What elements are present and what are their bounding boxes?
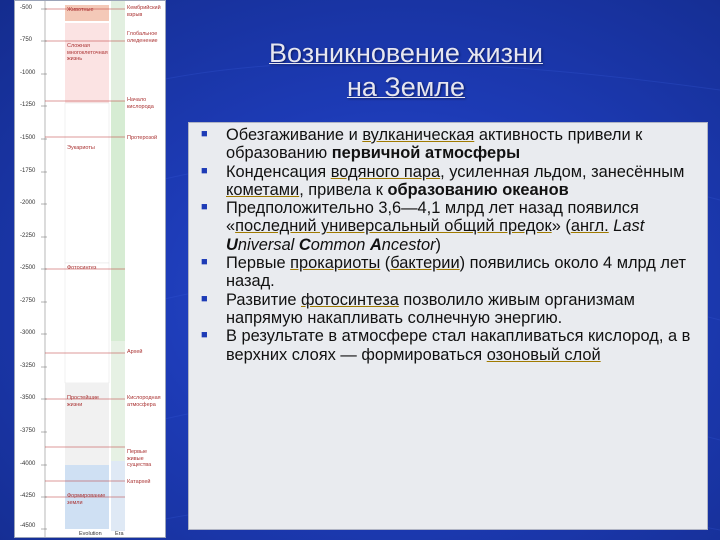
timeline-tick: -4000 [20,461,36,467]
link-luca[interactable]: последний универсальный общий предок [235,217,552,236]
timeline-tick: -4250 [20,493,36,499]
link-prokaryotes[interactable]: прокариоты [290,254,381,273]
timeline-label: Глобальное оледенение [127,31,158,44]
bullet-item: ■ В результате в атмосфере стал накапливаться кислород, а в верхних слоях — формироваться озоновый слой [201,327,691,364]
timeline-tick: -3000 [20,330,36,336]
timeline-tick: -1000 [20,70,36,76]
timeline-label: Архей [127,349,143,355]
slide-title-line: Возникновение жизни [269,38,543,68]
timeline-tick: -2000 [20,200,36,206]
timeline-label: Фотосинтез [67,265,97,271]
timeline-tick: -1500 [20,135,36,141]
bullet-item: ■ Предположительно 3,6—4,1 млрд лет назад появился «последний универсальный общий предок» (англ. Last Universal Common Ancestor) [201,199,645,254]
link-water-vapor[interactable]: водяного пара [330,162,441,181]
link-ozone-layer[interactable]: озоновый слой [486,345,601,364]
timeline-label: Простейшие жизни [67,395,99,408]
square-bullet-icon: ■ [201,201,208,214]
bullet-item: ■ Обезгаживание и вулканическая активность привели к образованию первичной атмосферы [201,126,643,163]
timeline-tick: -3750 [20,428,36,434]
timeline-label: Первые живые существа [127,449,152,468]
timeline-image [14,0,166,538]
timeline-tick: -3250 [20,363,36,369]
bullet-item: ■ Конденсация водяного пара, усиленная льдом, занесённым кометами, привела к образованию океанов [201,162,685,199]
timeline-tick: -4500 [20,523,36,529]
timeline-tick: -1250 [20,102,36,108]
timeline-label: Начало кислорода [127,97,154,110]
bullet-item: ■ Развитие фотосинтеза позволило живым организмам напрямую накапливать солнечную энергию. [201,290,635,327]
timeline-label: Животные [67,7,94,13]
timeline-tick: -3500 [20,395,36,401]
square-bullet-icon: ■ [201,292,208,305]
square-bullet-icon: ■ [201,256,208,269]
timeline-label: Протерозой [127,135,158,141]
timeline-footer-label: Era [115,531,124,537]
timeline-label: Эукариоты [67,145,95,151]
timeline-tick: -2500 [20,265,36,271]
link-english[interactable]: англ. [570,217,609,236]
timeline-label: Катархей [127,479,151,485]
content-box [188,122,708,530]
timeline-tick: -2750 [20,298,36,304]
square-bullet-icon: ■ [201,329,208,342]
link-comets[interactable]: кометами [226,180,300,199]
square-bullet-icon: ■ [201,128,208,140]
bullet-item: ■ Первые прокариоты (бактерии) появились около 4 млрд лет назад. [201,254,687,291]
timeline-tick: -1750 [20,168,36,174]
timeline-label: Кембрийский взрыв [127,5,161,18]
square-bullet-icon: ■ [201,164,208,177]
timeline-tick: -500 [20,5,33,11]
timeline-label: Кислородная атмосфера [127,395,161,408]
timeline-tick: -750 [20,37,33,43]
timeline-label: Формирование земли [67,493,106,506]
link-bacteria[interactable]: бактерии [390,254,460,273]
slide-title [236,36,576,104]
timeline-footer-label: Evolution [79,531,102,537]
link-photosynthesis[interactable]: фотосинтеза [301,290,399,309]
timeline-label: Сложная многоклеточная жизнь [67,43,108,62]
slide-title-line: на Земле [346,72,466,102]
link-volcanic[interactable]: вулканическая [362,126,475,144]
timeline-tick: -2250 [20,233,36,239]
